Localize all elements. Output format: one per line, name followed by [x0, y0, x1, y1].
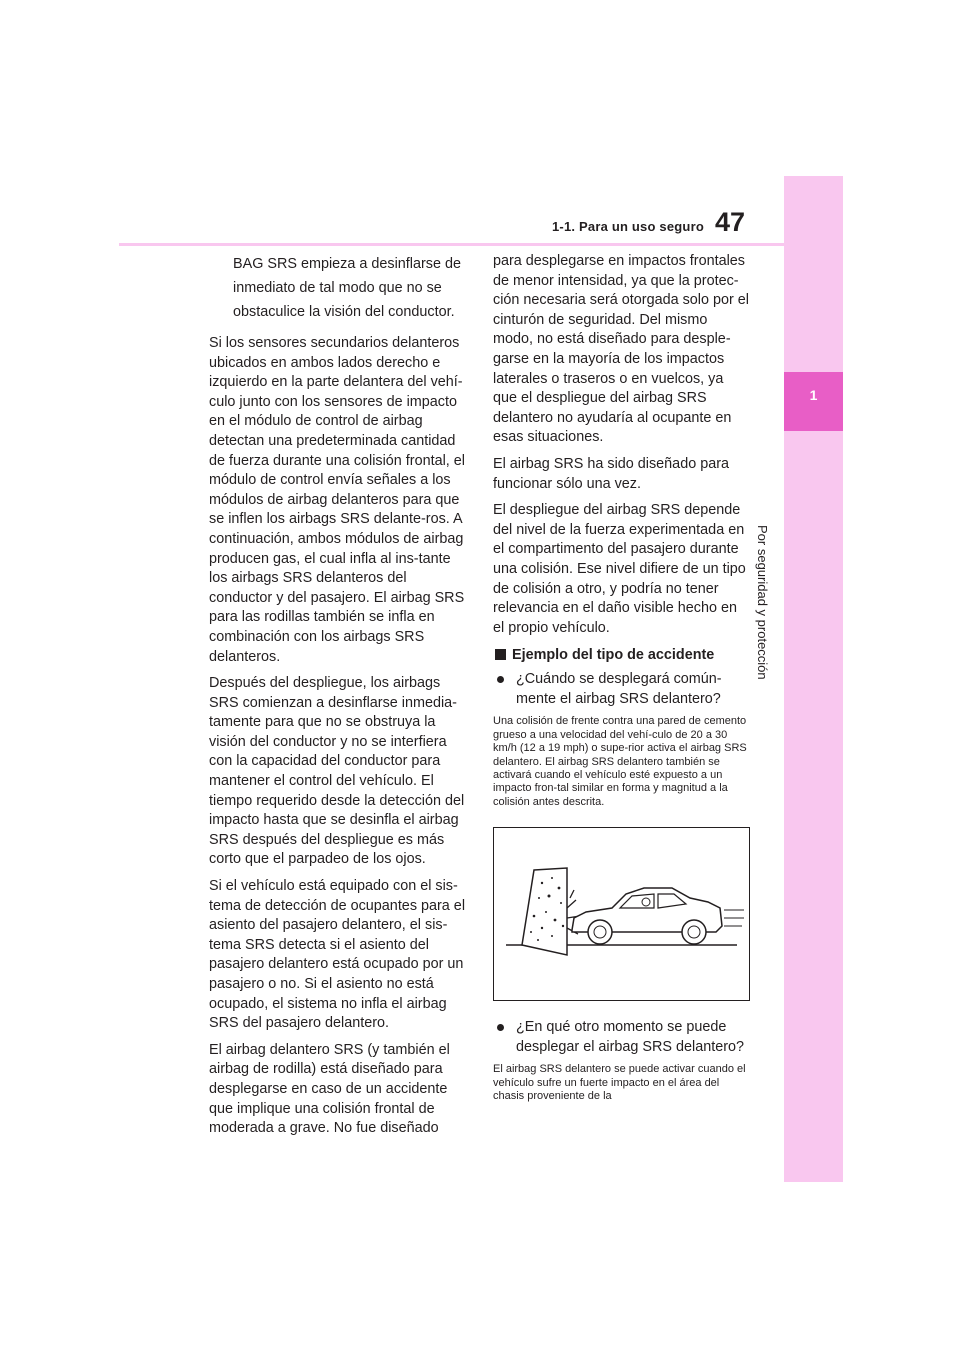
bullet-dot-icon	[497, 1024, 504, 1031]
section-heading-text: Ejemplo del tipo de accidente	[512, 647, 715, 664]
paragraph: El airbag SRS ha sido diseñado para funcionar sólo una vez.	[493, 455, 729, 492]
left-column	[209, 252, 467, 1146]
right-column	[493, 252, 751, 1121]
chapter-number: 1	[809, 387, 818, 403]
paragraph: Si el vehículo está equipado con el sis-tema de detección de ocupantes para el asiento del pasajero delantero, el sis-tema SRS detecta si el asiento del pasajero delantero está ocupado por un pasajero o no. Si el asiento no está ocupado, el sistema no infla el airbag SRS del pasajero delantero.	[209, 878, 466, 1032]
note-text: El airbag SRS delantero se puede activar cuando el vehículo sufre un fuerte impacto en el área del chasis proveniente de la	[493, 1063, 746, 1102]
crash-illustration	[493, 827, 750, 1001]
side-tab	[784, 176, 843, 1182]
bullet-item	[493, 1017, 751, 1057]
paragraph: BAG SRS empieza a desinflarse de inmediato de tal modo que no se obstaculice la visión del conductor.	[233, 256, 461, 320]
page-number: 47	[715, 207, 746, 237]
bullet-dot-icon	[497, 676, 504, 683]
bullet-text: ¿En qué otro momento se puede desplegar el airbag SRS delantero?	[516, 1019, 745, 1056]
header-rule	[119, 243, 843, 246]
section-heading	[493, 645, 751, 665]
chapter-title: Por seguridad y protección	[755, 525, 770, 680]
bullet-text: ¿Cuándo se desplegará común-mente el airbag SRS delantero?	[516, 671, 722, 708]
square-bullet-icon	[495, 649, 506, 660]
paragraph: para desplegarse en impactos frontales de menor intensidad, ya que la protec-ción necesaria será otorgada solo por el cinturón de seguridad. Del mismo modo, no está diseñado para desple-garse en la mayoría de los impactos laterales o traseros o en vuelcos, ya que el despliegue del airbag SRS delantero no ayudaría al ocupante en esas situaciones.	[493, 253, 749, 446]
bullet-item	[493, 669, 751, 709]
paragraph: Si los sensores secundarios delanteros ubicados en ambos lados derecho e izquierdo en la parte delantera del vehí-culo junto con los sensores de impacto en el módulo de control de airbag detectan una predeterminada cantidad de fuerza durante una colisión frontal, el módulo de control envía señales a los módulos de airbag delanteros para que se inflen los airbags SRS delante-ros. A continuación, ambos módulos de airbag producen gas, el cual infla al ins-tante los airbags SRS delanteros del conductor y del pasajero. El airbag SRS para las rodillas también se infla en combinación con los airbags SRS delanteros.	[209, 335, 465, 665]
paragraph: Después del despliegue, los airbags SRS comienzan a desinflarse inmedia-tamente para que no se obstruya la visión del conductor y no se interfiera con la capacidad del conductor para mantener el control del vehículo. El tiempo requerido desde la detección del impacto hasta que se desinfla el airbag SRS después del despliegue es más corto que el parpadeo de los ojos.	[209, 675, 465, 868]
note-text: Una colisión de frente contra una pared de cemento grueso a una velocidad del vehí-culo de 20 a 30 km/h (12 a 19 mph) o supe-rior activa el airbag SRS delantero. El airbag SRS delantero también se activará cuando el vehículo esté expuesto a un impacto fron-tal similar en forma y magnitud a la colisión antes descrita.	[493, 715, 747, 808]
paragraph: El airbag delantero SRS (y también el airbag de rodilla) está diseñado para desplegarse en caso de un accidente que implique una colisión frontal de moderada a grave. No fue diseñado	[209, 1041, 450, 1137]
paragraph: El despliegue del airbag SRS depende del nivel de la fuerza experimentada en el compartimento del pasajero durante una colisión. Ese nivel difiere de un tipo de colisión a otro, y podría no tener relevancia en el daño visible hecho en el propio vehículo.	[493, 502, 746, 636]
running-header: 1-1. Para un uso seguro	[552, 219, 704, 234]
car-wall-collision-icon	[494, 828, 749, 1000]
